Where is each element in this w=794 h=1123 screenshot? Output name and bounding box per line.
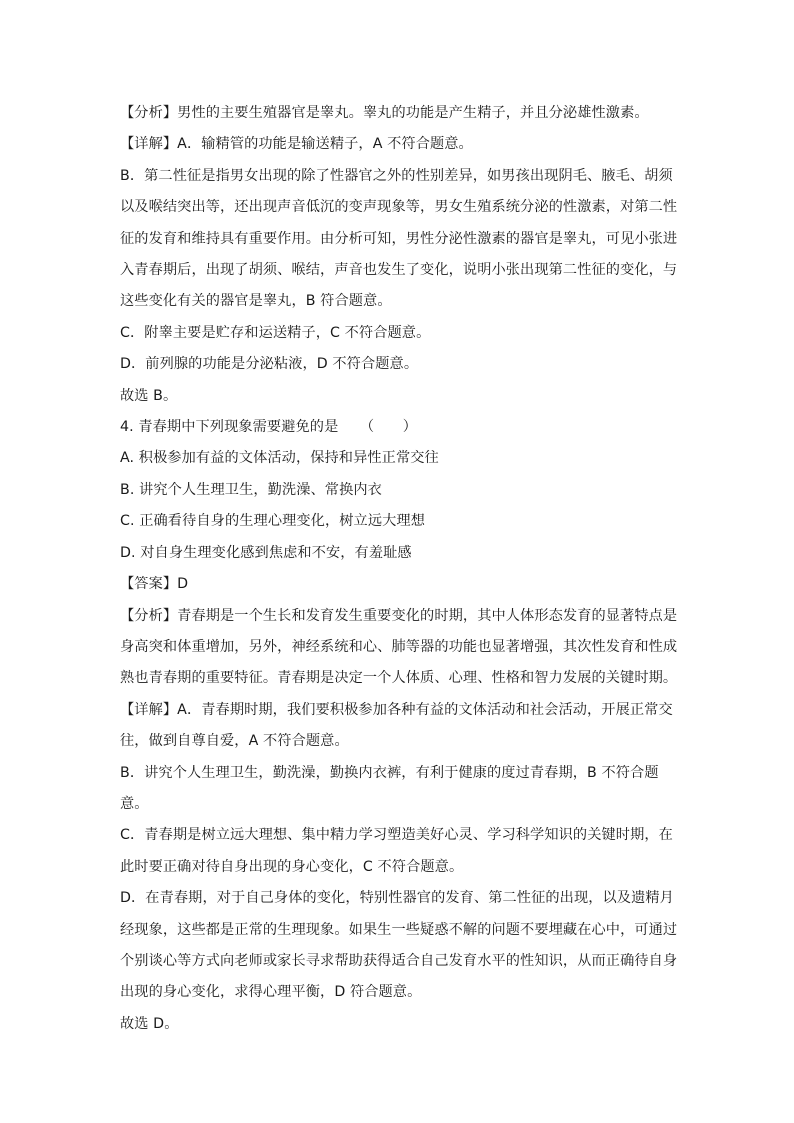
- q4-detail-line: D．在青春期，对于自己身体的变化，特别性器官的发育、第二性征的出现，以及遗精月: [120, 890, 674, 907]
- detail-text: A．青春期时期，我们要积极参加各种有益的文体活动和社会活动，开展正常交: [177, 701, 673, 718]
- q4-detail-line: C．青春期是树立远大理想、集中精力学习塑造美好心灵、学习科学知识的关键时期，在: [120, 827, 673, 844]
- analysis-tag: 【分析】: [120, 607, 178, 624]
- q4-analysis-line: 熟也青春期的重要特征。青春期是决定一个人体质、心理、性格和智力发展的关键时期。: [120, 670, 678, 687]
- q4-choice: 故选 D。: [120, 1015, 179, 1032]
- q4-analysis-line: 身高突和体重增加，另外，神经系统和心、肺等器的功能也显著增强，其次性发育和性成: [120, 638, 678, 655]
- q4-detail-line: 出现的身心变化，求得心理平衡，D 符合题意。: [120, 984, 422, 1001]
- q4-detail-line: 个别谈心等方式向老师或家长寻求帮助获得适合自己发育水平的性知识，从而正确待自身: [120, 952, 678, 969]
- q4-detail-line: B．讲究个人生理卫生，勤洗澡，勤换内衣裤，有利于健康的度过青春期，B 不符合题: [120, 764, 659, 781]
- detail-tag: 【详解】: [120, 701, 178, 718]
- q4-question: 4. 青春期中下列现象需要避免的是 （ ）: [120, 419, 417, 436]
- detail-text: A．输精管的功能是输送精子，A 不符合题意。: [177, 136, 473, 153]
- q4-detail-line: 往，做到自尊自爱，A 不符合题意。: [120, 733, 349, 750]
- q4-answer: [120, 569, 676, 600]
- answer-value: D: [177, 576, 189, 593]
- q3-analysis: [120, 98, 676, 129]
- q3-detail-line: B．第二性征是指男女出现的除了性器官之外的性别差异，如男孩出现阴毛、腋毛、胡须: [120, 167, 673, 184]
- analysis-text: 青春期是一个生长和发育发生重要变化的时期，其中人体形态发育的显著特点是: [177, 607, 678, 624]
- page-content: [120, 98, 676, 1040]
- detail-tag: 【详解】: [120, 136, 178, 153]
- answer-tag: 【答案】: [120, 576, 178, 593]
- q3-choice: 故选 B。: [120, 387, 178, 404]
- analysis-tag: 【分析】: [120, 105, 178, 121]
- q3-detail-line: 这些变化有关的器官是睾丸，B 符合题意。: [120, 293, 392, 310]
- q3-detail-line: 入青春期后，出现了胡须、喉结，声音也发生了变化，说明小张出现第二性征的变化，与: [120, 262, 678, 279]
- q3-detail-line: D．前列腺的功能是分泌粘液，D 不符合题意。: [120, 356, 419, 373]
- analysis-text: 男性的主要生殖器官是睾丸。睾丸的功能是产生精子，并且分泌雄性激素。: [177, 105, 649, 121]
- q4-option-d: D. 对自身生理变化感到焦虑和不安，有羞耻感: [120, 544, 412, 561]
- q4-option-b: B. 讲究个人生理卫生，勤洗澡、常换内衣: [120, 481, 382, 498]
- q3-detail-line: 以及喉结突出等，还出现声音低沉的变声现象等，男女生殖系统分泌的性激素，对第二性: [120, 199, 678, 216]
- q4-detail-a: [120, 695, 676, 726]
- q4-option-a: A. 积极参加有益的文体活动，保持和异性正常交往: [120, 450, 439, 467]
- q3-detail-a: [120, 129, 676, 160]
- q4-analysis: [120, 601, 676, 632]
- q4-detail-line: 意。: [120, 795, 149, 812]
- q3-detail-line: C．附睾主要是贮存和运送精子，C 不符合题意。: [120, 324, 431, 341]
- q4-detail-line: 此时要正确对待自身出现的身心变化，C 不符合题意。: [120, 858, 464, 875]
- q4-detail-line: 经现象，这些都是正常的生理现象。如果生一些疑惑不解的问题不要埋藏在心中，可通过: [120, 921, 678, 938]
- q3-detail-line: 征的发育和维持具有重要作用。由分析可知，男性分泌性激素的器官是睾丸，可见小张进: [120, 230, 678, 247]
- q4-option-c: C. 正确看待自身的生理心理变化，树立远大理想: [120, 513, 425, 530]
